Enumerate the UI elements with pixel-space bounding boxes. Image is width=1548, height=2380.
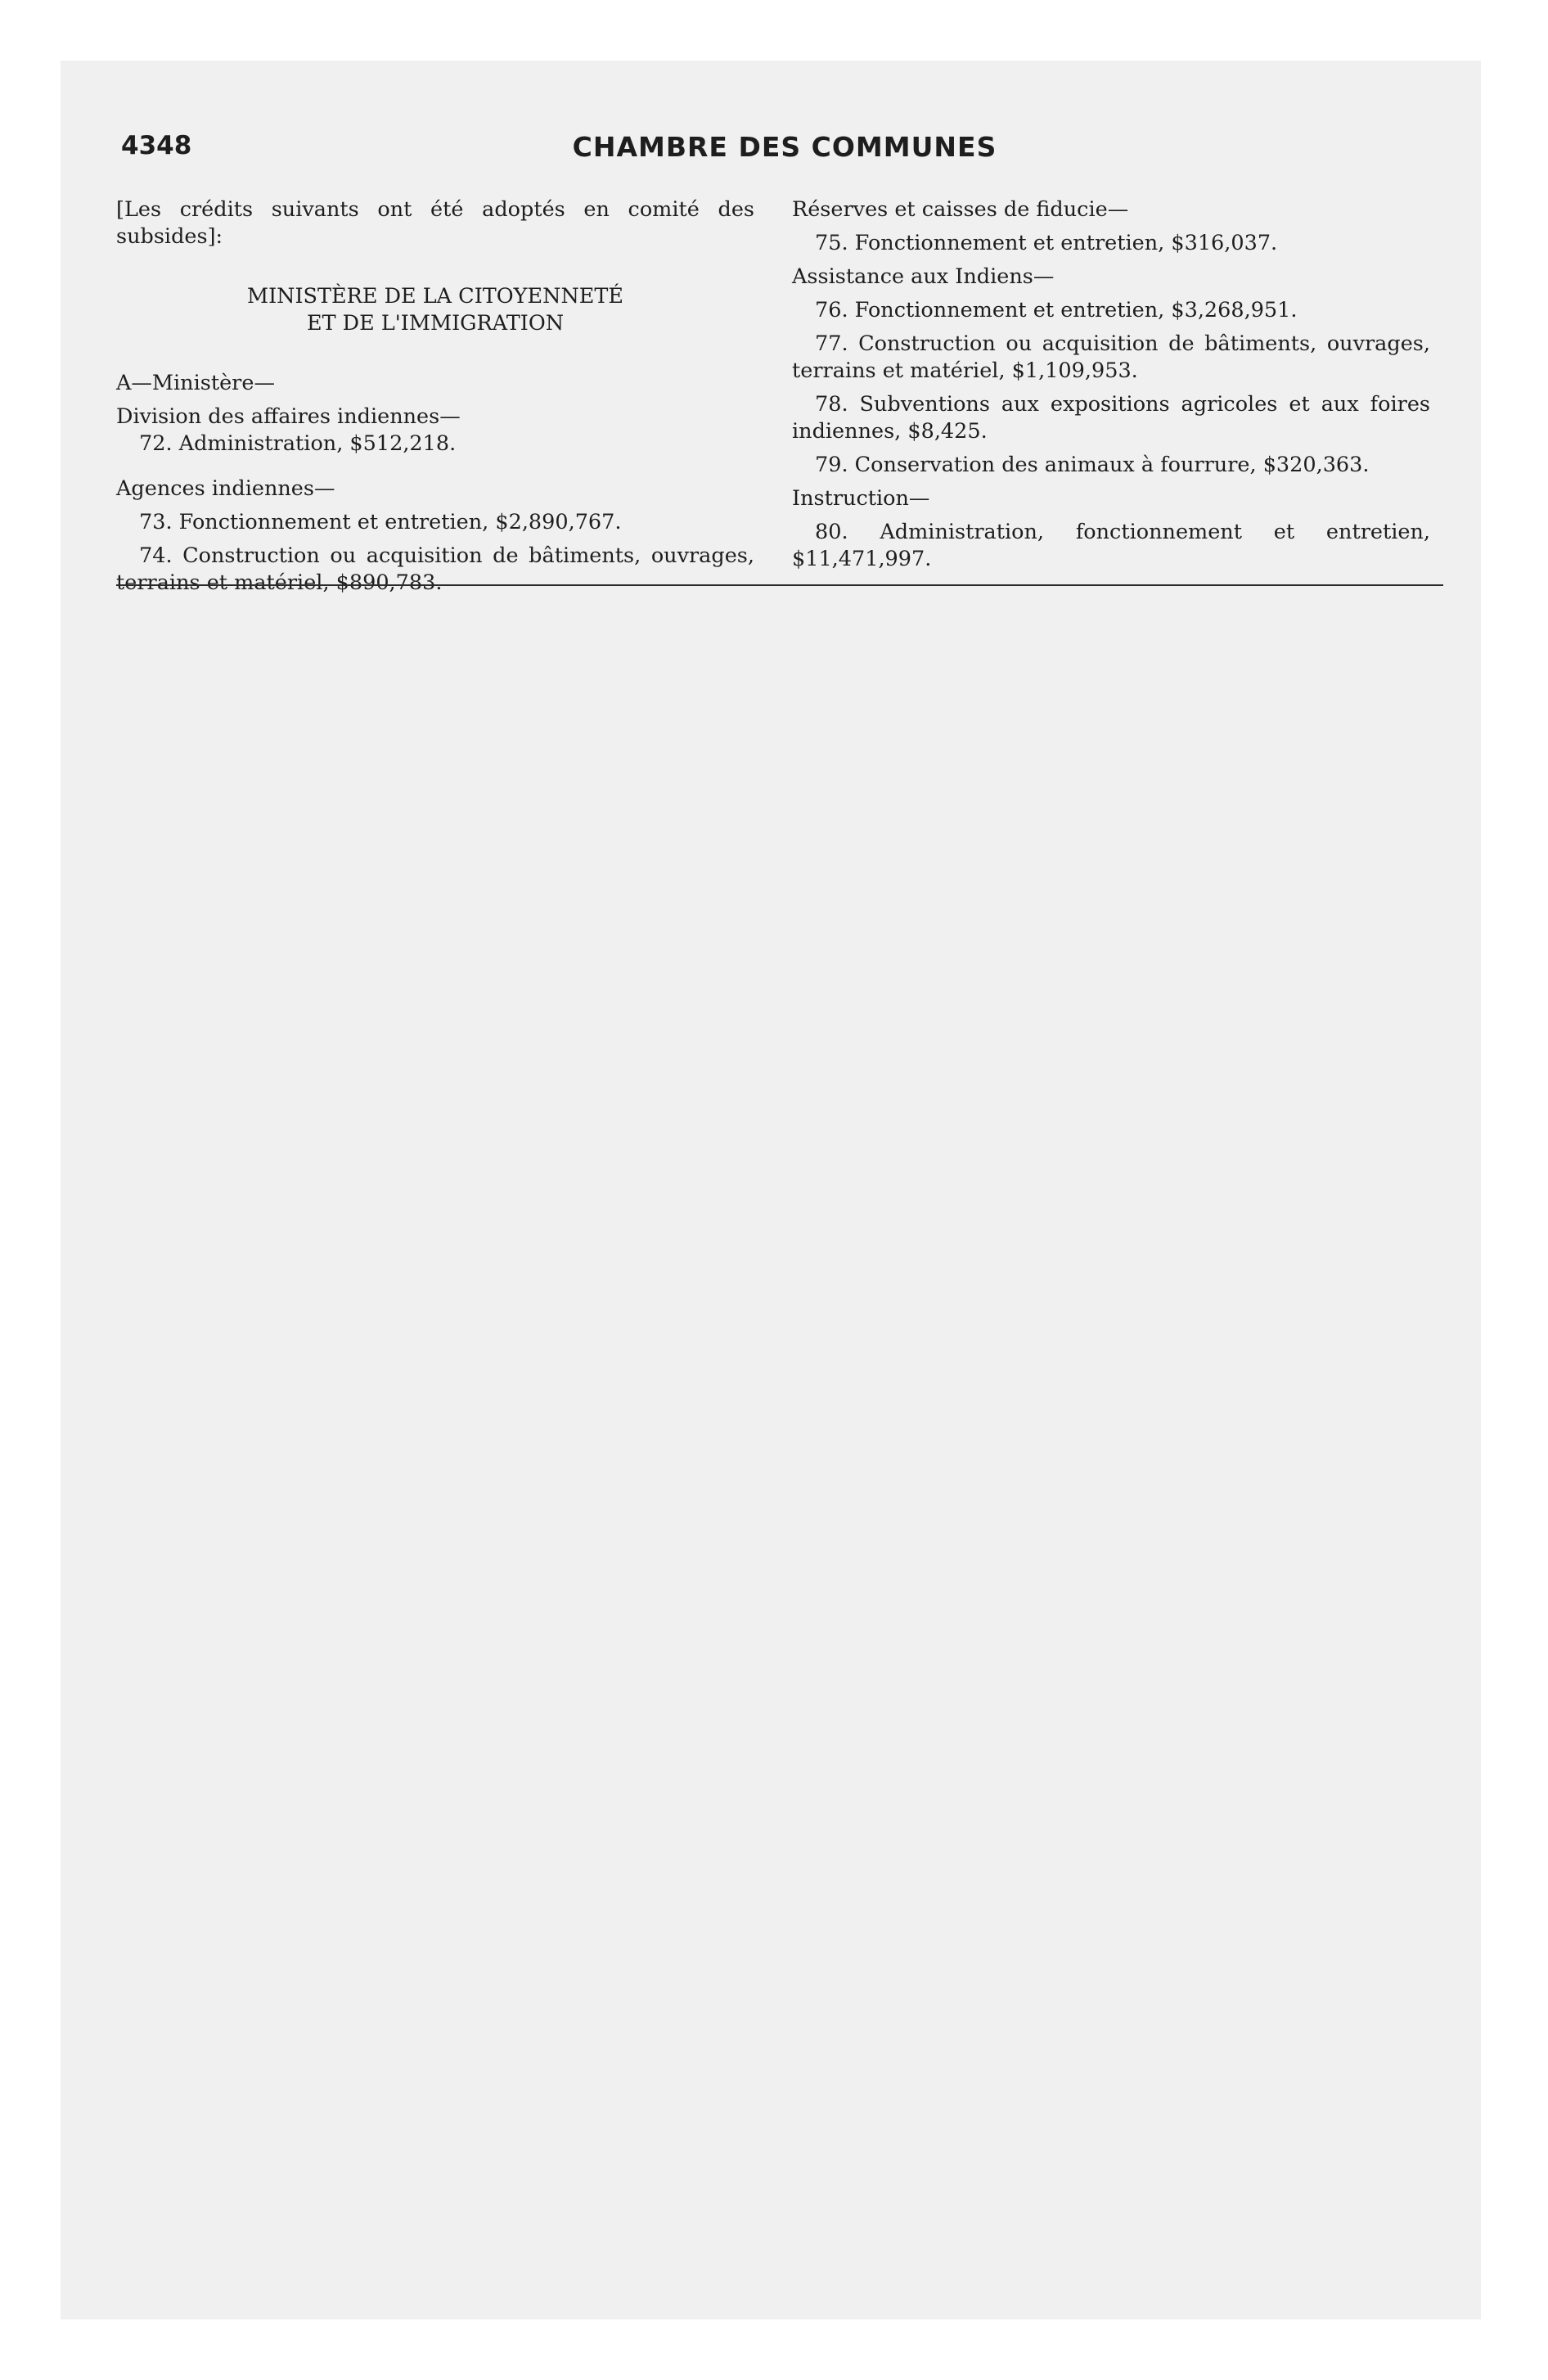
vote-80: 80. Administration, fonctionnement et entretien, $11,471,997. <box>792 520 1430 571</box>
vote-74: 74. Construction ou acquisition de bâtiments, ouvrages, terrains et matériel, $890,783. <box>116 543 754 595</box>
subsection-agences: Agences indiennes— <box>116 476 335 501</box>
vote-79: 79. Conservation des animaux à fourrure, $320,363. <box>815 453 1370 477</box>
right-column <box>792 196 1430 573</box>
section-heading-ministere: A—Ministère— <box>116 371 275 395</box>
vote-72: 72. Administration, $512,218. <box>139 431 457 456</box>
subsection-division: Division des affaires indiennes— <box>116 404 461 429</box>
subsection-instruction: Instruction— <box>792 486 930 511</box>
page-header <box>121 131 1448 172</box>
vote-77: 77. Construction ou acquisition de bâtiments, ouvrages, terrains et matériel, $1,109,953. <box>792 331 1430 383</box>
ministry-heading-line2: ET DE L'IMMIGRATION <box>306 311 565 336</box>
subsection-reserves: Réserves et caisses de fiducie— <box>792 197 1129 222</box>
left-column <box>116 196 754 597</box>
vote-76: 76. Fonctionnement et entretien, $3,268,951. <box>815 298 1298 322</box>
subsection-assistance: Assistance aux Indiens— <box>792 264 1055 289</box>
ministry-heading-line1: MINISTÈRE DE LA CITOYENNETÉ <box>246 284 623 309</box>
page-number: 4348 <box>121 131 192 160</box>
section-divider-rule <box>116 584 1443 586</box>
intro-paragraph: [Les crédits suivants ont été adoptés en comité des subsides]: <box>116 197 754 249</box>
vote-73: 73. Fonctionnement et entretien, $2,890,767. <box>139 510 622 534</box>
vote-78: 78. Subventions aux expositions agricoles et aux foires indiennes, $8,425. <box>792 392 1430 444</box>
running-head: CHAMBRE DES COMMUNES <box>572 131 997 163</box>
vote-75: 75. Fonctionnement et entretien, $316,037. <box>815 231 1278 255</box>
